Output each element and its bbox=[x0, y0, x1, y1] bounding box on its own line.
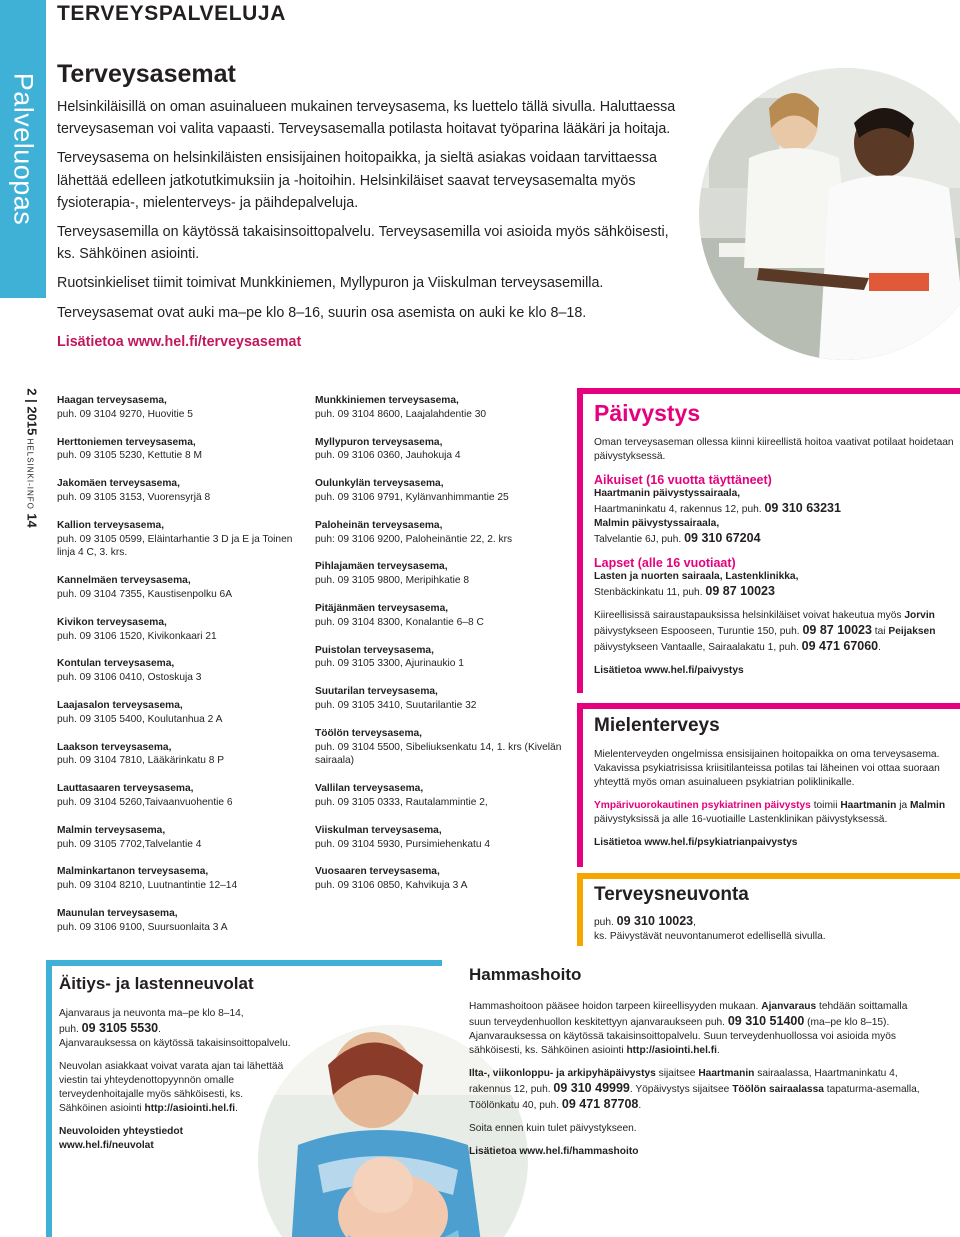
list-item bbox=[57, 519, 297, 560]
children-phone[interactable]: 09 87 10023 bbox=[705, 584, 775, 598]
aitiys-phone[interactable]: 09 3105 5530 bbox=[81, 1021, 159, 1035]
publication-name: HELSINKI-INFO bbox=[25, 438, 35, 510]
station-info: puh. 09 3106 0850, Kahvikuja 3 A bbox=[315, 880, 468, 892]
page-number: 2 | 2015 bbox=[24, 387, 40, 435]
more-info-link[interactable]: Lisätietoa www.hel.fi/terveysasemat bbox=[57, 333, 302, 350]
station-name: Vuosaaren terveysasema, bbox=[315, 866, 440, 878]
terveysneuvonta-box: Terveysneuvonta puh. 09 310 10023, ks. Päivystävät neuvontanumerot edellisellä sivulla. bbox=[577, 873, 960, 946]
haartman-phone[interactable]: 09 310 63231 bbox=[764, 501, 841, 515]
list-item bbox=[315, 477, 570, 505]
station-name: Herttoniemen terveysasema, bbox=[57, 436, 196, 448]
station-name: Vallilan terveysasema, bbox=[315, 783, 424, 795]
hammashoito-note: Soita ennen kuin tulet päivystykseen. bbox=[469, 1123, 637, 1134]
list-item bbox=[315, 644, 570, 672]
station-info: puh. 09 3104 8210, Luutnantintie 12–14 bbox=[57, 880, 238, 892]
station-name: Malminkartanon terveysasema, bbox=[57, 866, 209, 878]
station-name: Viiskulman terveysasema, bbox=[315, 824, 442, 836]
station-info: puh. 09 3106 1520, Kivikonkaari 21 bbox=[57, 630, 217, 642]
list-item bbox=[57, 741, 297, 769]
list-item bbox=[57, 477, 297, 505]
station-name: Pitäjänmäen terveysasema, bbox=[315, 602, 449, 614]
station-info: puh. 09 3106 9791, Kylänvanhimmantie 25 bbox=[315, 491, 509, 503]
station-info: puh: 09 3106 9200, Paloheinäntie 22, 2. krs bbox=[315, 533, 513, 545]
station-name: Haagan terveysasema, bbox=[57, 395, 167, 406]
section-sidebar-tab bbox=[0, 0, 46, 298]
list-item bbox=[57, 394, 297, 422]
intro-paragraph: Helsinkiläisillä on oman asuinalueen mukainen terveysasema, ks luettelo tällä sivulla. Haluttaessa terveysaseman voi valita vapaasti. Terveysasemalla potilasta hoitavat työparina lääkäri ja hoitaja. bbox=[57, 99, 676, 138]
list-item bbox=[315, 602, 570, 630]
station-info: puh. 09 3106 0410, Ostoskuja 3 bbox=[57, 672, 202, 684]
urgent-info: Kiireellisissä sairaustapauksissa helsinkiläiset voivat hakeutua myös Jorvin päivystykseen Espooseen, Turuntie 150, puh. 09 87 10023 tai Peijaksen päivystykseen Vantaalle, Sairaalakatu 1, puh. 09 471 67060. bbox=[594, 610, 936, 653]
mielenterveys-title: Mielenterveys bbox=[594, 715, 720, 736]
section-tag: TERVEYSPALVELUJA bbox=[57, 2, 286, 25]
aitiys-electronic: Neuvolan asiakkaat voivat varata ajan tai lähettää viestin tai yhteydenottopyynnön omalle terveydenhoitajalle myös sähköisesti, ks. Sähköinen asiointi bbox=[59, 1061, 284, 1114]
list-item bbox=[57, 574, 297, 602]
station-name: Laakson terveysasema, bbox=[57, 741, 172, 753]
hammashoito-phone[interactable]: 09 310 51400 bbox=[727, 1014, 805, 1028]
haartman-name: Haartmanin päivystyssairaala, bbox=[594, 488, 741, 499]
hammashoito-section bbox=[469, 965, 929, 1168]
phone-prefix: puh. bbox=[594, 917, 614, 928]
neuvolat-link[interactable]: www.hel.fi/neuvolat bbox=[59, 1140, 154, 1151]
station-name: Kallion terveysasema, bbox=[57, 519, 165, 531]
station-info: puh. 09 3104 5260,Taivaanvuohentie 6 bbox=[57, 796, 233, 808]
list-item bbox=[315, 824, 570, 852]
asiointi-link[interactable]: http://asiointi.hel.fi bbox=[626, 1045, 717, 1056]
sidebar-tab-label: Palveluopas bbox=[8, 72, 39, 226]
station-name: Suutarilan terveysasema, bbox=[315, 686, 438, 698]
intro-paragraph: Terveysasema on helsinkiläisten ensisijainen hoitopaikka, ja sieltä asiakas voidaan tarvittaessa lähettää edelleen jatkotutkimuksiin ja -hoitoihin. Helsinkiläiset saavat terveysasemalta myös fysioterapia-, mielenterveys- ja päihdepalveluja. bbox=[57, 150, 658, 211]
station-name: Töölön terveysasema, bbox=[315, 727, 423, 739]
station-name: Kontulan terveysasema, bbox=[57, 658, 175, 670]
list-item bbox=[57, 782, 297, 810]
issue-number: 14 bbox=[24, 512, 40, 528]
list-item bbox=[57, 699, 297, 727]
list-item bbox=[315, 782, 570, 810]
station-info: puh. 09 3105 9800, Meripihkatie 8 bbox=[315, 575, 470, 587]
hammashoito-more-link[interactable]: Lisätietoa www.hel.fi/hammashoito bbox=[469, 1146, 639, 1157]
station-info: puh. 09 3105 0599, Eläintarhantie 3 D ja E ja Toinen linja 4 C, 3. krs. bbox=[57, 533, 293, 559]
page-info bbox=[20, 375, 44, 540]
malmi-name: Malmin päivystyssairaala, bbox=[594, 518, 720, 529]
paivystys-title: Päivystys bbox=[594, 400, 701, 426]
station-name: Kivikon terveysasema, bbox=[57, 616, 167, 628]
station-name: Maunulan terveysasema, bbox=[57, 907, 178, 919]
station-info: puh. 09 3104 5930, Pursimiehenkatu 4 bbox=[315, 838, 491, 850]
aitiys-booking: Ajanvaraus ja neuvonta ma–pe klo 8–14, bbox=[59, 1008, 244, 1019]
station-info: puh. 09 3104 7810, Lääkärinkatu 8 P bbox=[57, 755, 225, 767]
aitiys-box: Äitiys- ja lastenneuvolat Ajanvaraus ja neuvonta ma–pe klo 8–14, puh. 09 3105 5530. Ajanvarauksessa on käytössä takaisinsoittopalvelu. Neuvolan asiakkaat voivat varata ajan tai lähettää viestin tai yhteydenottopyynnön omalle terveydenhoitajalle myös sähköisesti, ks. Sähköinen asiointi http://asiointi.hel.fi. Neuvoloiden yhteystiedot www.hel.fi/neuvolat bbox=[46, 960, 442, 1237]
page-title: Terveysasemat bbox=[57, 60, 236, 88]
mielenterveys-more-link[interactable]: Lisätietoa www.hel.fi/psykiatrianpaivystys bbox=[594, 837, 798, 848]
intro-paragraph: Terveysasemat ovat auki ma–pe klo 8–16, suurin osa asemista on auki ke klo 8–18. bbox=[57, 304, 587, 321]
terveysneuvonta-title: Terveysneuvonta bbox=[594, 884, 749, 905]
list-item bbox=[57, 907, 297, 935]
station-name: Munkkiniemen terveysasema, bbox=[315, 395, 459, 406]
station-info: puh. 09 3104 7355, Kaustisenpolku 6A bbox=[57, 588, 233, 600]
asiointi-link[interactable]: http://asiointi.hel.fi bbox=[144, 1103, 236, 1114]
adults-heading: Aikuiset (16 vuotta täyttäneet) bbox=[594, 473, 772, 487]
station-info: puh. 09 3106 9100, Suursuonlaita 3 A bbox=[57, 921, 228, 933]
station-info: puh. 09 3105 0333, Rautalammintie 2, bbox=[315, 796, 488, 808]
station-info: puh. 09 3105 7702,Talvelantie 4 bbox=[57, 838, 202, 850]
list-item bbox=[57, 865, 297, 893]
station-info: puh. 09 3104 8300, Konalantie 6–8 C bbox=[315, 616, 484, 628]
mielenterveys-box bbox=[577, 703, 960, 867]
psychiatric-emergency-info: Ympärivuorokautinen psykiatrinen päivystys toimii Haartmanin ja Malmin päivystyksissä ja alle 16-vuotiaille Lastenklinikan päivystyksessä. bbox=[594, 800, 946, 825]
hammashoito-emergency: Ilta-, viikonloppu- ja arkipyhäpäivystys sijaitsee Haartmanin sairaalassa, Haartmaninkatu 4, rakennus 12, puh. 09 310 49999. Yöpäivystys sijaitsee Töölön sairaalassa tapaturma-asemalla, Töölönkatu 40, puh. 09 471 87708. bbox=[469, 1068, 920, 1111]
paivystys-more-link[interactable]: Lisätietoa www.hel.fi/paivystys bbox=[594, 665, 744, 676]
mielenterveys-text: Mielenterveyden ongelmissa ensisijainen hoitopaikka on oma terveysasema. Vakavissa psykiatrisissa kriisitilanteissa potilas tai läheinen voi ottaa suoraan yhteyttä myös oman asuinalueen psykiatrian poliklinikalle. bbox=[594, 749, 940, 788]
station-name: Puistolan terveysasema, bbox=[315, 644, 434, 656]
list-item bbox=[315, 727, 570, 768]
station-info: puh. 09 3105 3153, Vuorensyrjä 8 bbox=[57, 491, 211, 503]
paivystys-box bbox=[577, 388, 960, 693]
terveysneuvonta-phone[interactable]: 09 310 10023 bbox=[616, 914, 694, 928]
station-info: puh. 09 3104 8600, Laajalahdentie 30 bbox=[315, 408, 487, 420]
children-hospital-name: Lasten ja nuorten sairaala, Lastenklinikka, bbox=[594, 571, 799, 582]
malmi-address: Talvelantie 6J, puh. bbox=[594, 534, 682, 545]
list-item bbox=[315, 865, 570, 893]
station-name: Jakomäen terveysasema, bbox=[57, 478, 180, 490]
station-info: puh. 09 3105 5400, Koulutanhua 2 A bbox=[57, 713, 223, 725]
intro-paragraph: Terveysasemilla on käytössä takaisinsoittopalvelu. Terveysasemilla voi asioida myös sähköisesti, ks. Sähköinen asiointi. bbox=[57, 224, 669, 263]
children-address: Stenbäckinkatu 11, puh. bbox=[594, 587, 703, 598]
haartman-address: Haartmaninkatu 4, rakennus 12, puh. bbox=[594, 504, 762, 515]
aitiys-title: Äitiys- ja lastenneuvolat bbox=[59, 974, 254, 993]
list-item bbox=[57, 436, 297, 464]
station-list-1 bbox=[57, 394, 297, 949]
station-info: puh. 09 3105 3300, Ajurinaukio 1 bbox=[315, 658, 464, 670]
hammashoito-title: Hammashoito bbox=[469, 965, 582, 984]
list-item bbox=[57, 657, 297, 685]
station-info: puh. 09 3105 3410, Suutarilantie 32 bbox=[315, 699, 477, 711]
list-item bbox=[315, 394, 570, 422]
intro-text bbox=[57, 96, 687, 360]
station-name: Paloheinän terveysasema, bbox=[315, 519, 443, 531]
station-name: Myllypuron terveysasema, bbox=[315, 436, 443, 448]
aitiys-callback: Ajanvarauksessa on käytössä takaisinsoittopalvelu. bbox=[59, 1038, 291, 1049]
station-info: puh. 09 3105 5230, Kettutie 8 M bbox=[57, 450, 202, 462]
children-heading: Lapset (alle 16 vuotiaat) bbox=[594, 556, 736, 570]
station-name: Malmin terveysasema, bbox=[57, 824, 166, 836]
list-item bbox=[315, 685, 570, 713]
station-info: puh. 09 3106 0360, Jauhokuja 4 bbox=[315, 450, 461, 462]
list-item bbox=[315, 560, 570, 588]
station-name: Oulunkylän terveysasema, bbox=[315, 478, 444, 490]
station-name: Kannelmäen terveysasema, bbox=[57, 575, 191, 587]
terveysneuvonta-note: ks. Päivystävät neuvontanumerot edellisellä sivulla. bbox=[594, 931, 826, 942]
station-info: puh. 09 3104 9270, Huovitie 5 bbox=[57, 408, 193, 420]
intro-paragraph: Ruotsinkieliset tiimit toimivat Munkkiniemen, Myllypuron ja Viiskulman terveysasemilla. bbox=[57, 275, 604, 292]
station-name: Pihlajamäen terveysasema, bbox=[315, 561, 448, 573]
contacts-heading: Neuvoloiden yhteystiedot bbox=[59, 1126, 183, 1137]
list-item bbox=[315, 436, 570, 464]
station-list-2 bbox=[315, 394, 570, 907]
hammashoito-booking: Hammashoitoon pääsee hoidon tarpeen kiireellisyyden mukaan. Ajanvaraus tehdään soittamalla suun terveydenhuollon keskitettyyn ajanvaraukseen puh. 09 310 51400 (ma–pe klo 8–15). Ajanvarauksessa on käytössä takaisinsoittopalvelu. Suun terveydenhuollossa voi asioida myös sähköisesti, ks. Sähköinen asiointi http://asiointi.hel.fi. bbox=[469, 1001, 908, 1056]
station-name: Laajasalon terveysasema, bbox=[57, 699, 183, 711]
station-info: puh. 09 3104 5500, Sibeliuksenkatu 14, 1. krs (Kivelän sairaala) bbox=[315, 741, 562, 767]
nurses-photo bbox=[699, 68, 960, 360]
malmi-phone[interactable]: 09 310 67204 bbox=[684, 531, 761, 545]
list-item bbox=[315, 519, 570, 547]
list-item bbox=[57, 824, 297, 852]
station-name: Lauttasaaren terveysasema, bbox=[57, 783, 194, 795]
list-item bbox=[57, 616, 297, 644]
paivystys-intro: Oman terveysaseman ollessa kiinni kiireellistä hoitoa vaativat potilaat hoidetaan päivystyksessä. bbox=[594, 437, 954, 462]
